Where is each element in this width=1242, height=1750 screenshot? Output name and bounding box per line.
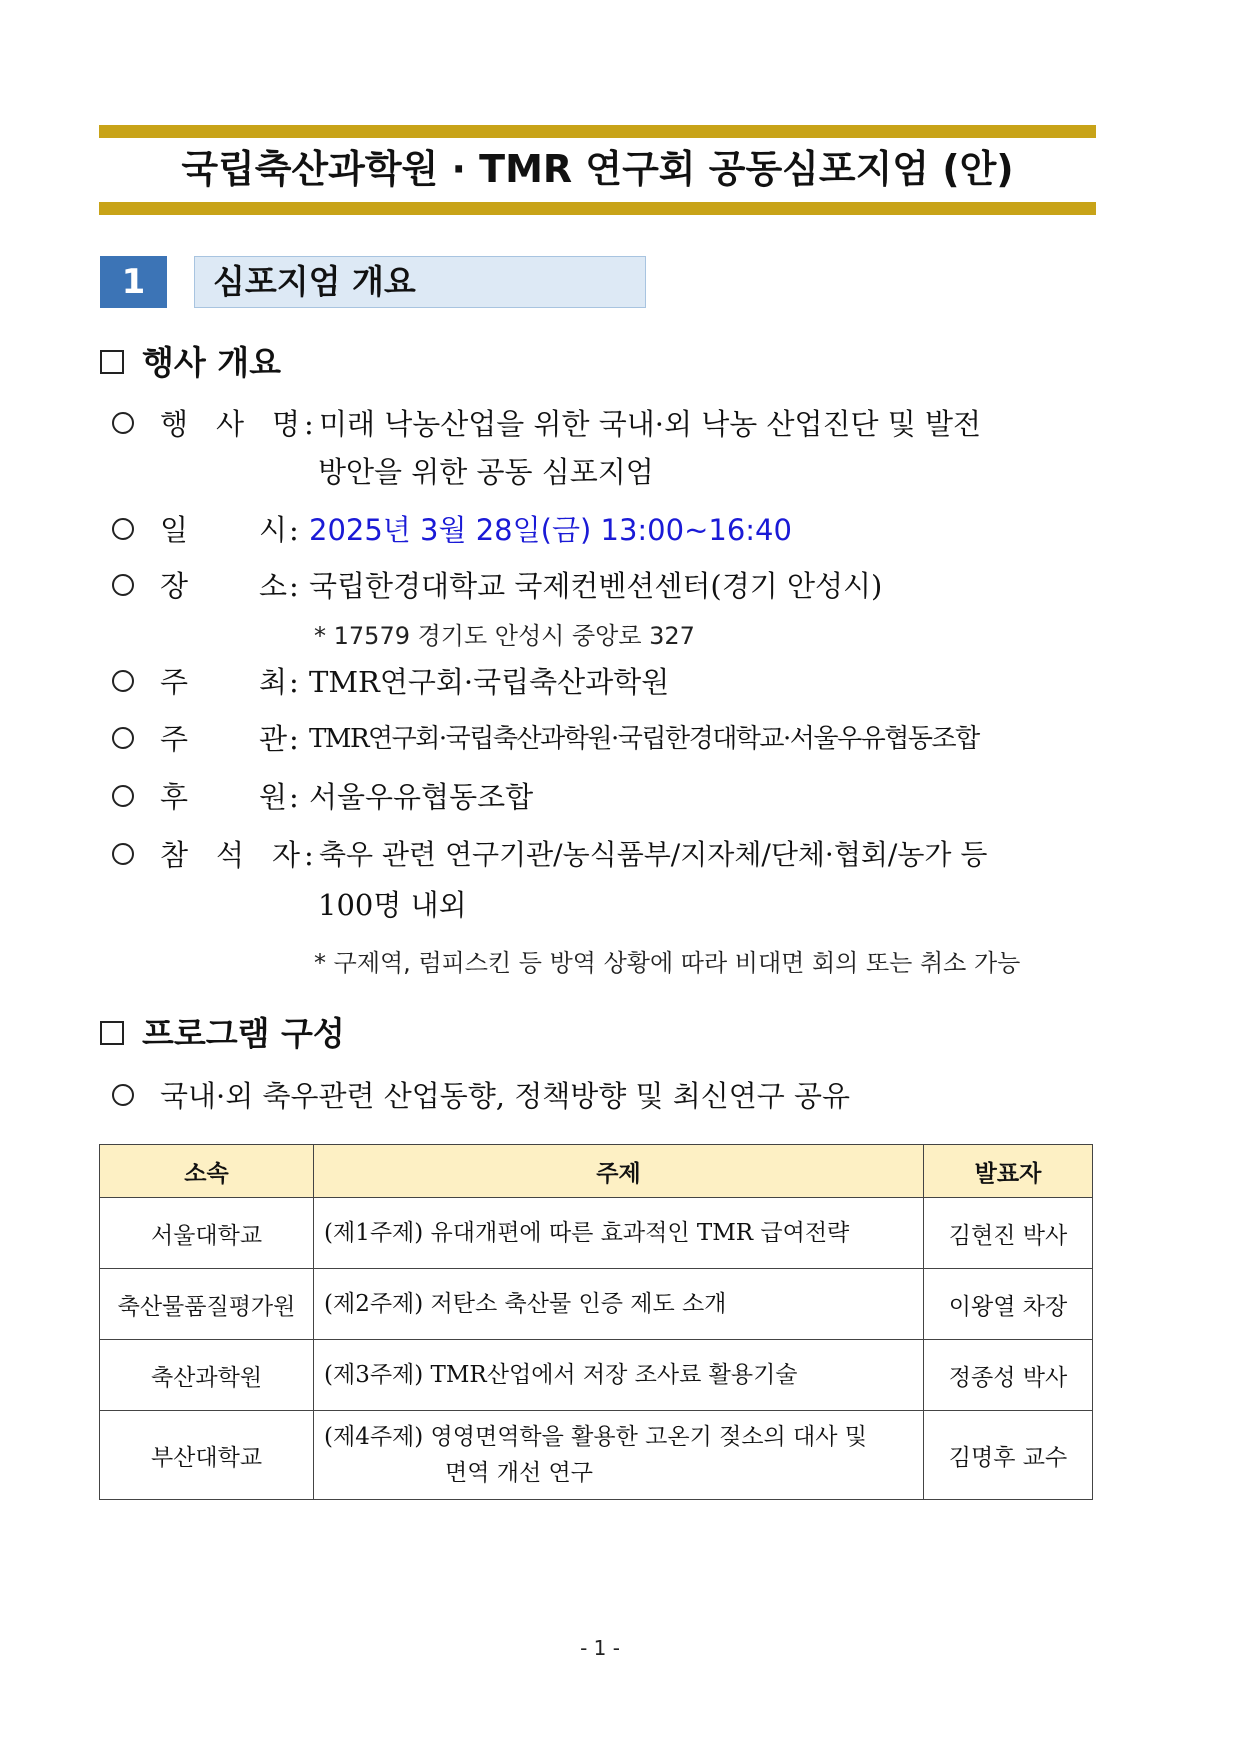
circle-bullet-icon <box>112 574 134 596</box>
circle-bullet-icon <box>112 727 134 749</box>
label-colon: : <box>289 665 299 699</box>
program-heading-text: 프로그램 구성 <box>142 1014 345 1053</box>
circle-bullet-icon <box>112 518 134 540</box>
overview-item-sponsor <box>112 777 534 817</box>
cell-speaker: 정종성 박사 <box>924 1340 1093 1411</box>
venue-address-note: * 17579 경기도 안성시 중앙로 327 <box>314 622 695 650</box>
cell-speaker: 김명후 교수 <box>924 1411 1093 1500</box>
label-char: 장 <box>160 569 189 603</box>
header-org: 소속 <box>100 1145 314 1198</box>
overview-item-attendees-cont: 100명 내외 <box>318 888 467 922</box>
table-row <box>100 1198 1093 1269</box>
item-value: 국립한경대학교 국제컨벤션센터(경기 안성시) <box>309 569 883 603</box>
label-char: 주 <box>160 665 189 699</box>
cell-org: 축산과학원 <box>100 1340 314 1411</box>
overview-item-venue <box>112 566 883 606</box>
table-row <box>100 1340 1093 1411</box>
cell-topic: (제2주제) 저탄소 축산물 인증 제도 소개 <box>314 1269 924 1340</box>
label-char: 주 <box>160 722 189 756</box>
label-char: 사 <box>216 407 245 441</box>
label-char: 행 <box>160 407 189 441</box>
label-char: 석 <box>216 838 245 872</box>
item-value: 축우 관련 연구기관/농식품부/지자체/단체·협회/농가 등 <box>319 838 988 871</box>
label-char: 자 <box>272 838 301 872</box>
cell-org: 부산대학교 <box>100 1411 314 1500</box>
cell-speaker: 이왕열 차장 <box>924 1269 1093 1340</box>
program-bullet <box>112 1076 851 1116</box>
label-colon: : <box>304 838 314 872</box>
cell-topic: (제3주제) TMR산업에서 저장 조사료 활용기술 <box>314 1340 924 1411</box>
program-table <box>99 1144 1093 1500</box>
overview-item-attendees <box>112 835 988 875</box>
overview-heading-text: 행사 개요 <box>142 343 282 382</box>
circle-bullet-icon <box>112 670 134 692</box>
overview-heading <box>100 341 281 385</box>
document-title: 국립축산과학원 · TMR 연구회 공동심포지엄 (안) <box>181 147 1014 191</box>
label-char: 원 <box>259 780 288 814</box>
page-number: - 1 - <box>580 1636 620 1660</box>
item-value: 미래 낙농산업을 위한 국내·외 낙농 산업진단 및 발전 <box>319 407 982 441</box>
label-char: 시 <box>259 513 288 547</box>
item-value: 서울우유협동조합 <box>309 780 534 814</box>
cell-topic <box>314 1411 924 1500</box>
circle-bullet-icon <box>112 785 134 807</box>
title-top-rule <box>99 125 1096 138</box>
cell-topic-line1: (제4주제) 영영면역학을 활용한 고온기 젖소의 대사 및 <box>324 1424 868 1450</box>
overview-item-organizer <box>112 719 979 759</box>
circle-bullet-icon <box>112 843 134 865</box>
section-number: 1 <box>100 256 167 308</box>
square-bullet-icon <box>100 350 124 374</box>
program-heading <box>100 1012 345 1056</box>
circle-bullet-icon <box>112 412 134 434</box>
label-colon: : <box>289 513 299 547</box>
cell-org: 서울대학교 <box>100 1198 314 1269</box>
header-topic: 주제 <box>314 1145 924 1198</box>
overview-item-event-name <box>112 404 982 444</box>
label-char: 최 <box>259 665 288 699</box>
table-row <box>100 1269 1093 1340</box>
program-bullet-text: 국내·외 축우관련 산업동향, 정책방향 및 최신연구 공유 <box>160 1079 851 1113</box>
cell-topic-line2: 면역 개선 연구 <box>445 1460 593 1486</box>
label-char: 일 <box>160 513 189 547</box>
item-value: TMR연구회·국립축산과학원 <box>309 665 670 699</box>
label-colon: : <box>289 780 299 814</box>
cell-org: 축산물품질평가원 <box>100 1269 314 1340</box>
table-row <box>100 1411 1093 1500</box>
attendees-note: * 구제역, 럼피스킨 등 방역 상황에 따라 비대면 회의 또는 취소 가능 <box>314 949 1021 977</box>
section-title: 심포지엄 개요 <box>194 256 646 308</box>
label-colon: : <box>289 722 299 756</box>
label-char: 소 <box>259 569 288 603</box>
overview-item-datetime <box>112 510 792 550</box>
label-colon: : <box>304 407 314 441</box>
title-bottom-rule <box>99 202 1096 215</box>
header-speaker: 발표자 <box>924 1145 1093 1198</box>
overview-item-host <box>112 662 670 702</box>
label-char: 명 <box>272 407 301 441</box>
cell-speaker: 김현진 박사 <box>924 1198 1093 1269</box>
label-char: 참 <box>160 838 189 872</box>
overview-item-event-name-cont: 방안을 위한 공동 심포지엄 <box>318 455 654 489</box>
label-char: 관 <box>259 722 288 756</box>
cell-topic: (제1주제) 유대개편에 따른 효과적인 TMR 급여전략 <box>314 1198 924 1269</box>
table-header-row <box>100 1145 1093 1198</box>
label-char: 후 <box>160 780 189 814</box>
label-colon: : <box>289 569 299 603</box>
datetime-value: 2025년 3월 28일(금) 13:00~16:40 <box>309 513 792 547</box>
item-value: TMR연구회·국립축산과학원·국립한경대학교·서울우유협동조합 <box>309 724 979 754</box>
square-bullet-icon <box>100 1021 124 1045</box>
circle-bullet-icon <box>112 1084 134 1106</box>
